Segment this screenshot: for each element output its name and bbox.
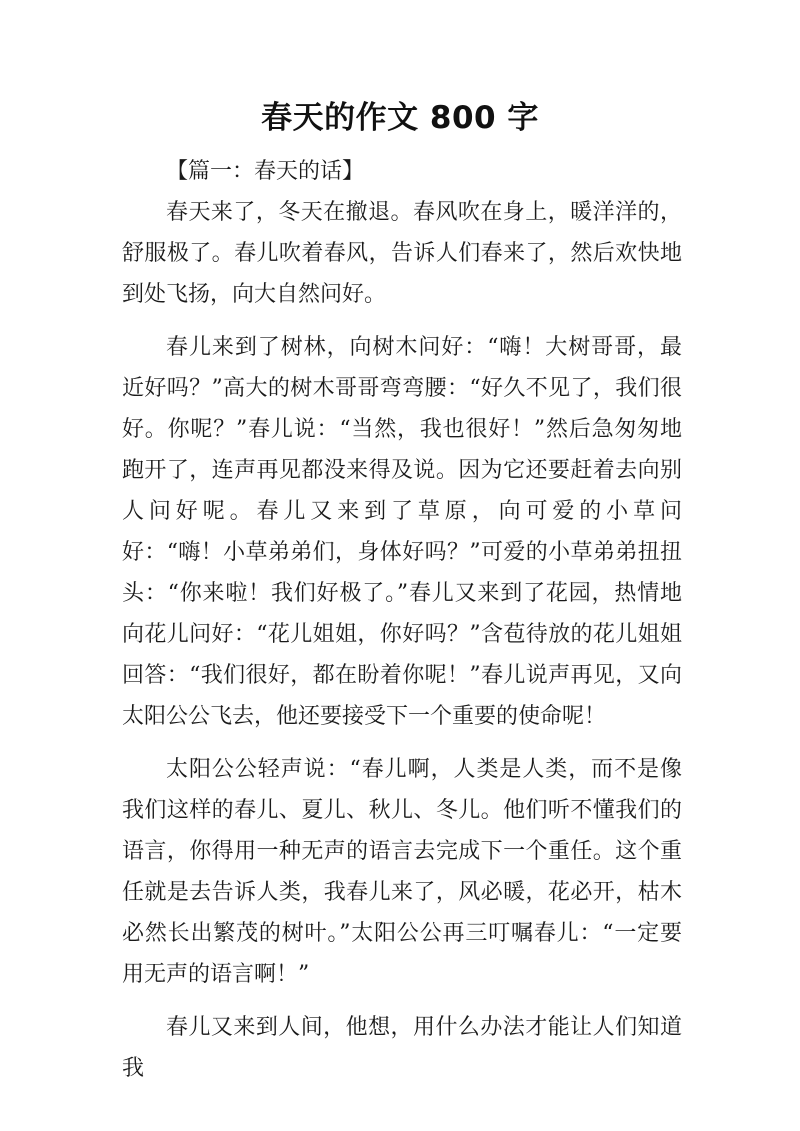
paragraph-3: 太阳公公轻声说：“春儿啊，人类是人类，而不是像我们这样的春儿、夏儿、秋儿、冬儿。他们听不懂我们的语言，你得用一种无声的语言去完成下一个重任。这个重任就是去告诉人类，我春儿来了，风必暖，花必开，枯木必然长出繁茂的树叶。”太阳公公再三叮嘱春儿：“一定要用无声的语言啊！” xyxy=(122,757,682,987)
section-heading: 【篇一：春天的话】 xyxy=(166,159,365,184)
paragraph-4: 春儿又来到人间，他想，用什么办法才能让人们知道我 xyxy=(122,1015,682,1081)
document-title: 春天的作文 800 字 xyxy=(261,100,539,136)
document-body xyxy=(122,151,682,1089)
paragraph-2: 春儿来到了树林，向树木问好：“嗨！大树哥哥，最近好吗？”高大的树木哥哥弯弯腰：“好久不见了，我们很好。你呢？”春儿说：“当然，我也很好！”然后急匆匆地跑开了，连声再见都没来得及说。因为它还要赶着去向别人问好呢。春儿又来到了草原，向可爱的小草问好：“嗨！小草弟弟们，身体好吗？”可爱的小草弟弟扭扭头：“你来啦！我们好极了。”春儿又来到了花园，热情地向花儿问好：“花儿姐姐，你好吗？”含苞待放的花儿姐姐回答：“我们很好，都在盼着你呢！”春儿说声再见，又向太阳公公飞去，他还要接受下一个重要的使命呢！ xyxy=(122,335,682,729)
paragraph-1: 春天来了，冬天在撤退。春风吹在身上，暖洋洋的，舒服极了。春儿吹着春风，告诉人们春来了，然后欢快地到处飞扬，向大自然问好。 xyxy=(122,200,682,307)
